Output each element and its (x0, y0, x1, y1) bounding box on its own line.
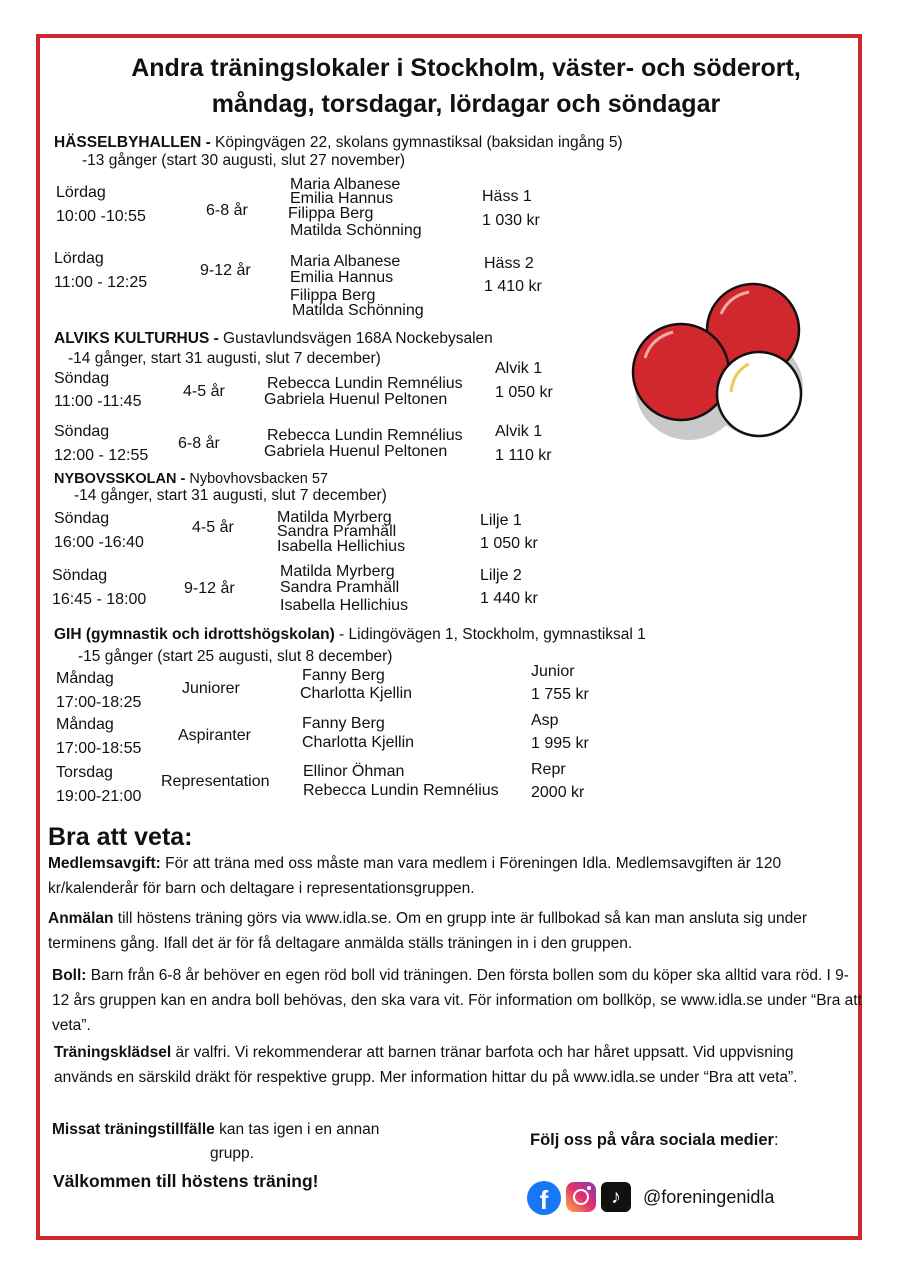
group-leader: Gabriela Huenul Peltonen (264, 391, 448, 408)
info-heading: Bra att veta: (48, 823, 193, 851)
group-leader: Rebecca Lundin Remnélius (267, 427, 463, 444)
instagram-icon[interactable] (566, 1182, 596, 1212)
group-leader: Matilda Schönning (290, 222, 422, 239)
info-paragraph-clothing (54, 1040, 844, 1090)
group-code: Häss 1 (482, 188, 532, 205)
group-day: Söndag (54, 370, 110, 387)
group-leader: Maria Albanese (290, 253, 401, 270)
group-day: Torsdag (56, 764, 113, 781)
group-time: 10:00 -10:55 (56, 208, 146, 225)
venue-info: -14 gånger, start 31 augusti, slut 7 december) (68, 350, 381, 367)
group-time: 11:00 - 12:25 (54, 274, 148, 291)
facebook-icon[interactable]: f (527, 1181, 561, 1215)
group-price: 1 440 kr (480, 590, 538, 607)
group-leader: Rebecca Lundin Remnélius (303, 782, 499, 799)
group-code: Asp (531, 712, 559, 729)
missed-session-text (52, 1117, 432, 1142)
venue-name: GIH (gymnastik och idrottshögskolan) (54, 626, 335, 643)
group-code: Lilje 1 (480, 512, 522, 529)
group-code: Alvik 1 (495, 423, 543, 440)
group-leader: Matilda Myrberg (277, 509, 392, 526)
venue-header (54, 134, 623, 152)
group-leader: Sandra Pramhäll (280, 579, 400, 596)
group-leader: Isabella Hellichius (277, 538, 406, 555)
info-paragraph-ball (52, 963, 862, 1038)
group-leader: Emilia Hannus (290, 190, 394, 207)
group-age: 6-8 år (178, 435, 220, 452)
group-day: Söndag (52, 567, 108, 584)
info-paragraph-membership (48, 851, 838, 901)
group-time: 19:00-21:00 (56, 788, 142, 805)
group-age: 9-12 år (200, 262, 251, 279)
group-leader: Filippa Berg (290, 287, 376, 304)
venue-header (54, 330, 493, 348)
venue-name: ALVIKS KULTURHUS - (54, 330, 219, 347)
group-leader: Matilda Myrberg (280, 563, 395, 580)
group-leader: Fanny Berg (302, 715, 385, 732)
group-age: 9-12 år (184, 580, 235, 597)
page-title-line2: måndag, torsdagar, lördagar och söndagar (211, 90, 721, 118)
group-leader: Gabriela Huenul Peltonen (264, 443, 448, 460)
paragraph-label: Anmälan (48, 910, 114, 927)
group-day: Söndag (54, 423, 110, 440)
group-age: 4-5 år (192, 519, 234, 536)
paragraph-text: kan tas igen i en annan (214, 1121, 380, 1138)
social-heading (530, 1131, 779, 1150)
page-title-line1: Andra träningslokaler i Stockholm, väster- och söderort, (131, 54, 801, 82)
paragraph-text: till höstens träning görs via www.idla.se. Om en grupp inte är fullbokad så kan man ansluta sig under terminens gång. Ifall det är för få deltagare anmälda ställs träningen in i den gruppen. (48, 910, 808, 952)
white-ball (717, 352, 801, 436)
group-time: 12:00 - 12:55 (54, 447, 149, 464)
group-code: Lilje 2 (480, 567, 522, 584)
group-age: Aspiranter (178, 727, 251, 744)
paragraph-label: Boll: (52, 967, 87, 984)
group-leader: Matilda Schönning (292, 302, 424, 319)
missed-session-text-cont: grupp. (210, 1145, 254, 1162)
social-heading-label: Följ oss på våra sociala medier (530, 1131, 774, 1149)
venue-info: -15 gånger (start 25 augusti, slut 8 december) (78, 648, 393, 665)
group-time: 16:45 - 18:00 (52, 591, 147, 608)
social-heading-colon: : (773, 1131, 779, 1149)
group-leader: Sandra Pramhäll (277, 523, 397, 540)
venue-address: Köpingvägen 22, skolans gymnastiksal (baksidan ingång 5) (210, 134, 623, 151)
group-price: 1 995 kr (531, 735, 589, 752)
venue-info: -14 gånger, start 31 augusti, slut 7 december) (74, 487, 387, 504)
group-age: 6-8 år (206, 202, 248, 219)
group-leader: Isabella Hellichius (280, 597, 409, 614)
tiktok-icon[interactable]: ♪ (601, 1182, 631, 1212)
group-leader: Maria Albanese (290, 176, 401, 193)
group-price: 1 110 kr (495, 447, 552, 464)
group-code: Junior (531, 663, 575, 680)
balls-illustration (625, 282, 810, 462)
paragraph-label: Medlemsavgift: (48, 855, 161, 872)
red-ball (633, 324, 729, 420)
group-age: Juniorer (182, 680, 240, 697)
group-age: 4-5 år (183, 383, 225, 400)
group-day: Söndag (54, 510, 110, 527)
paragraph-text: För att träna med oss måste man vara medlem i Föreningen Idla. Medlemsavgiften är 120 kr/kalenderår för barn och deltagare i representationsgruppen. (48, 855, 782, 897)
venue-name: NYBOVSSKOLAN - (54, 471, 186, 487)
group-leader: Charlotta Kjellin (300, 685, 413, 702)
paragraph-label: Träningsklädsel (54, 1044, 172, 1061)
group-price: 1 410 kr (484, 278, 542, 295)
group-code: Repr (531, 761, 566, 778)
group-time: 17:00-18:55 (56, 740, 142, 757)
group-price: 1 755 kr (531, 686, 589, 703)
group-price: 2000 kr (531, 784, 585, 801)
venue-header (54, 470, 328, 488)
group-price: 1 050 kr (495, 384, 553, 401)
venue-name: HÄSSELBYHALLEN - (54, 134, 211, 151)
social-handle[interactable]: @foreningenidla (643, 1187, 775, 1207)
info-paragraph-registration (48, 906, 848, 956)
group-leader: Fanny Berg (302, 667, 385, 684)
venue-address: Gustavlundsvägen 168A Nockebysalen (218, 330, 493, 347)
group-leader: Charlotta Kjellin (302, 734, 415, 751)
paragraph-text: Barn från 6-8 år behöver en egen röd boll vid träningen. Den första bollen som du köper ska alltid vara röd. I 9-12 års gruppen kan en andra boll behövas, den ska vara vit. För information om bollköp, se www.idla.se under “Bra att veta”. (52, 967, 862, 1034)
group-code: Häss 2 (484, 255, 534, 272)
group-age: Representation (161, 773, 270, 790)
venue-address: Nybovhovsbacken 57 (185, 471, 328, 487)
group-leader: Ellinor Öhman (303, 763, 405, 780)
group-time: 11:00 -11:45 (54, 393, 142, 410)
group-price: 1 050 kr (480, 535, 538, 552)
group-price: 1 030 kr (482, 212, 540, 229)
group-leader: Filippa Berg (288, 205, 374, 222)
group-day: Måndag (56, 670, 114, 687)
paragraph-text: är valfri. Vi rekommenderar att barnen tränar barfota och har håret uppsatt. Vid uppvisning används en särskild dräkt för respektive grupp. Mer information hittar du på www.idla.se under “Bra att veta”. (54, 1044, 798, 1086)
group-day: Lördag (54, 250, 104, 267)
venue-header (54, 626, 646, 644)
welcome-text: Välkommen till höstens träning! (53, 1171, 319, 1191)
group-time: 17:00-18:25 (56, 694, 142, 711)
venue-address: - Lidingövägen 1, Stockholm, gymnastiksal 1 (334, 626, 646, 643)
group-leader: Emilia Hannus (290, 269, 394, 286)
group-time: 16:00 -16:40 (54, 534, 144, 551)
group-day: Lördag (56, 184, 106, 201)
group-leader: Rebecca Lundin Remnélius (267, 375, 463, 392)
group-day: Måndag (56, 716, 114, 733)
venue-info: -13 gånger (start 30 augusti, slut 27 november) (82, 152, 406, 169)
group-code: Alvik 1 (495, 360, 543, 377)
paragraph-label: Missat träningstillfälle (52, 1121, 215, 1138)
